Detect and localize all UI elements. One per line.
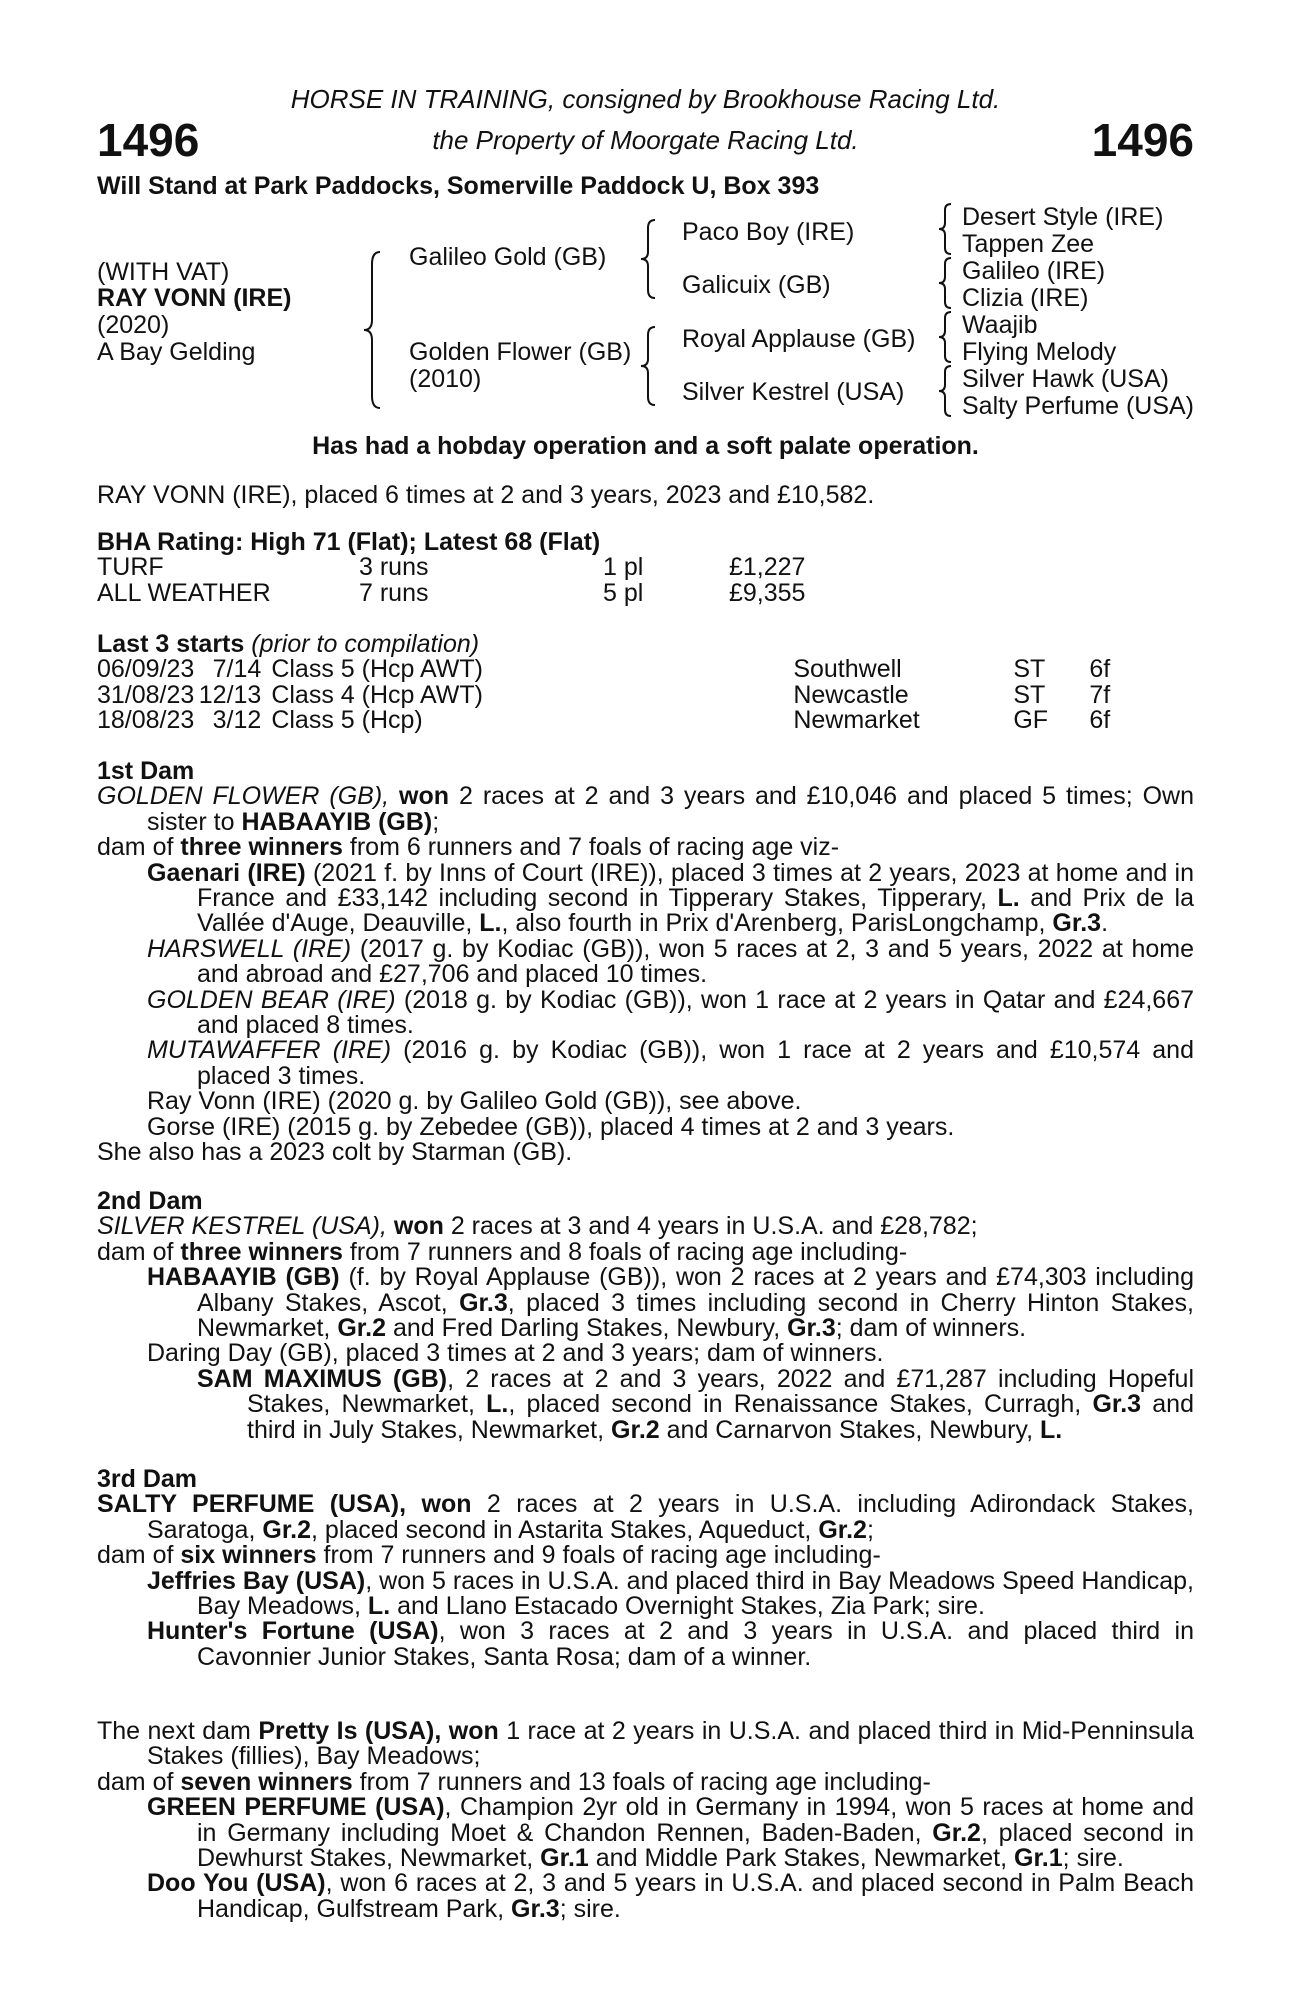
offspring-entry [97,1265,1194,1341]
offspring-text: , Champion 2yr old in Germany in 1994, won 5 races at home and in Germany including Moet & Chandon Rennen, Baden-Baden, [197,1793,1194,1847]
pedigree-dam-year: (2010) [409,365,482,393]
second-dam-record [97,1214,1194,1239]
group-label: Gr.3 [787,1314,836,1343]
group-label: Gr.1 [540,1844,589,1873]
sister-name: HABAAYIB (GB) [241,807,433,836]
offspring-entry [97,1566,1194,1621]
first-dam-produce [97,835,1194,860]
offspring-entry: Gorse (IRE) (2015 g. by Zebedee (GB)), placed 4 times at 2 and 3 years. [147,1112,955,1141]
offspring-name: MUTAWAFFER (IRE) [147,1036,392,1065]
pedigree-dam-sire: Royal Applause (GB) [682,325,916,353]
group-label: Gr.3 [1092,1390,1142,1419]
rating-placed: 1 pl [603,553,644,582]
offspring-text: (2017 g. by Kodiac (GB)), won 5 races at 2, 3 and 5 years, 2022 at home and abroad and £27,706 and placed 10 times. [197,934,1195,989]
pedigree-g8: Salty Perfume (USA) [962,392,1195,420]
next-dam-record [97,1719,1194,1770]
property-line: the Property of Moorgate Racing Ltd. [432,125,859,155]
pedigree-g1: Desert Style (IRE) [962,203,1164,231]
also-note: She also has a 2023 colt by Starman (GB). [97,1138,573,1167]
pedigree-g4: Clizia (IRE) [962,284,1089,312]
start-distance: 6f [1089,655,1111,684]
offspring-name: Jeffries Bay (USA) [147,1566,366,1595]
won-label: won [393,1212,444,1241]
winners-count: three winners [180,833,343,862]
start-date: 31/08/23 [97,680,195,709]
dam-record-text: 2 races at 3 and 4 years in U.S.A. and £28,782; [450,1212,978,1241]
start-course: Newcastle [793,680,909,709]
offspring-text: ; sire. [1062,1844,1124,1873]
third-dam-heading: 3rd Dam [97,1465,198,1493]
start-position: 7/14 [212,655,262,684]
start-distance: 6f [1089,706,1111,735]
group-label: Gr.3 [1052,909,1102,938]
listed-label: L. [1039,1415,1063,1444]
won-label: won [421,1490,472,1519]
rating-prize: £9,355 [729,578,806,607]
pedigree-g7: Silver Hawk (USA) [962,365,1169,393]
rating-surface: TURF [97,553,164,582]
rating-section [97,530,1194,606]
pedigree-sire-dam: Galicuix (GB) [682,271,831,299]
offspring-entry [97,934,1195,989]
pedigree-brace-g4 [937,364,953,418]
offspring-text: (2018 g. by Kodiac (GB)), won 1 race at 2 years in Qatar and £24,667 and placed 8 times. [197,985,1195,1040]
vat-note: (WITH VAT) [97,258,230,286]
first-dam-record [97,784,1194,835]
group-label: Gr.1 [1014,1844,1063,1873]
offspring-name: GREEN PERFUME (USA) [147,1793,445,1822]
third-dam-record [97,1492,1194,1543]
dam-record-text: 2 races at 2 years in U.S.A. including Adirondack Stakes, Saratoga, [147,1490,1195,1544]
offspring-text: (2016 g. by Kodiac (GB)), won 1 race at 2 years and £10,574 and placed 3 times. [197,1036,1194,1090]
table-row [97,657,1110,682]
grand-offspring-entry [97,1364,1195,1444]
start-going: ST [1013,680,1046,709]
table-row [97,708,1110,733]
first-dam-section [97,759,1194,1166]
offspring-name: HARSWELL (IRE) [147,934,352,963]
lot-number-right: 1496 [1091,114,1194,166]
offspring-text: ; dam of winners. [835,1314,1027,1343]
listed-label: L. [479,909,502,938]
second-dam-section [97,1189,1194,1443]
winners-count: three winners [180,1237,343,1266]
offspring-name: HABAAYIB (GB) [147,1263,340,1292]
horse-year: (2020) [97,311,170,339]
lot-number-left: 1496 [97,114,200,166]
rating-prize: £1,227 [729,553,806,582]
start-date: 18/08/23 [97,706,195,735]
group-label: Gr.2 [611,1415,660,1444]
pedigree-g5: Waajib [962,311,1038,339]
produce-text: dam of [97,1767,174,1796]
dam-name: GOLDEN FLOWER (GB), [97,782,390,811]
dam-name: Pretty Is (USA), [258,1717,442,1745]
pedigree-brace-g3 [937,310,953,364]
listed-label: L. [367,1592,391,1621]
produce-text: from 7 runners and 13 foals of racing age including- [359,1767,931,1796]
offspring-text: and Llano Estacado Overnight Stakes, Zia Park; sire. [397,1592,985,1621]
dam-name: SILVER KESTREL (USA), [97,1212,387,1241]
produce-text: dam of [97,1541,174,1570]
rating-runs: 7 runs [359,578,429,607]
table-row [97,683,1110,708]
last-starts-heading: Last 3 starts [97,630,245,658]
offspring-text: (2021 f. by Inns of Court (IRE)), placed 3 times at 2 years, 2023 at home and in France and £33,142 including second in Tipperary Stakes, Tipperary, [197,858,1195,913]
produce-text: dam of [97,833,174,862]
pedigree-dam: Golden Flower (GB) [409,338,632,366]
punctuation: . [1101,909,1109,938]
produce-text: from 6 runners and 7 foals of racing age viz- [349,833,840,862]
offspring-entry [97,1871,1194,1922]
start-course: Newmarket [793,706,920,735]
rating-runs: 3 runs [359,553,429,582]
dam-record-text: 1 race at 2 years in U.S.A. and placed third in Mid-Penninsula Stakes (fillies), Bay Meadows; [147,1717,1195,1771]
offspring-text: and Middle Park Stakes, Newmarket, [595,1844,1008,1873]
offspring-text: , won 3 races at 2 and 3 years in U.S.A. and placed third in Cavonnier Junior Stakes, Santa Rosa; dam of a winner. [197,1617,1194,1671]
offspring-text: , won 6 races at 2, 3 and 5 years in U.S.A. and placed second in Palm Beach Handicap, Gulfstream Park, [197,1869,1194,1923]
pedigree-dam-dam: Silver Kestrel (USA) [682,378,905,406]
offspring-name: Doo You (USA) [147,1869,326,1898]
offspring-entry [97,858,1195,938]
third-dam-section [97,1467,1194,1670]
pedigree-sire-sire: Paco Boy (IRE) [682,218,855,246]
produce-text: from 7 runners and 9 foals of racing age including- [323,1541,881,1570]
horse-description: A Bay Gelding [97,338,256,366]
produce-text: from 7 runners and 8 foals of racing age including- [349,1237,908,1266]
rating-placed: 5 pl [603,578,644,607]
winners-count: seven winners [180,1767,353,1796]
hobday-note: Has had a hobday operation and a soft palate operation. [312,432,979,460]
group-label: Gr.2 [818,1515,867,1544]
punctuation: ; [866,1515,874,1544]
start-race: Class 5 (Hcp AWT) [271,655,483,684]
group-label: Gr.2 [262,1515,312,1544]
pedigree-brace-sire [639,218,657,300]
pedigree-g6: Flying Melody [962,338,1117,366]
listed-label: L. [997,884,1020,913]
next-dam-label: The next dam [97,1717,251,1745]
table-row [97,555,805,580]
dam-record-text: , placed second in Astarita Stakes, Aqueduct, [311,1515,812,1544]
pedigree-sire: Galileo Gold (GB) [409,243,607,271]
start-race: Class 5 (Hcp) [271,706,423,735]
start-course: Southwell [793,655,902,684]
second-dam-produce [97,1237,1194,1266]
stand-location: Will Stand at Park Paddocks, Somerville Paddock U, Box 393 [97,172,820,200]
offspring-name: GOLDEN BEAR (IRE) [147,985,396,1014]
produce-text: dam of [97,1237,174,1266]
rating-heading: BHA Rating: High 71 (Flat); Latest 68 (Flat) [97,528,601,556]
start-position: 12/13 [198,680,262,709]
offspring-entry [97,985,1195,1040]
group-label: Gr.3 [459,1288,508,1317]
group-label: Gr.2 [932,1818,981,1847]
offspring-name: SAM MAXIMUS (GB) [197,1364,448,1393]
last-starts-table [97,657,1110,733]
start-race: Class 4 (Hcp AWT) [271,680,483,709]
rating-surface: ALL WEATHER [97,578,271,607]
won-label: won [399,782,450,811]
offspring-entry [97,1619,1194,1670]
offspring-name: Hunter's Fortune (USA) [147,1617,439,1646]
pedigree-brace-g2 [937,256,953,310]
listed-label: L. [486,1390,509,1419]
dam-name: SALTY PERFUME (USA), [97,1490,407,1519]
won-label: won [448,1717,499,1745]
offspring-text: , 2 races at 2 and 3 years, 2022 and £71,287 including Hopeful Stakes, Newmarket, [247,1364,1195,1419]
pedigree-brace-g1 [937,202,953,256]
pedigree-g2: Tappen Zee [962,230,1095,258]
group-label: Gr.3 [511,1894,560,1923]
offspring-text: , placed 3 times including second in Cherry Hinton Stakes, Newmarket, [197,1288,1194,1343]
table-row [97,581,805,606]
next-dam-produce [97,1767,1194,1796]
offspring-text: , placed second in Renaissance Stakes, Curragh, [508,1390,1082,1419]
pedigree-brace-main [362,250,382,410]
offspring-text: (f. by Royal Applause (GB)), won 2 races at 2 years and £74,303 including Albany Stakes, Ascot, [197,1263,1194,1317]
rating-table [97,555,805,606]
last-starts-section [97,632,1194,734]
offspring-text: , also fourth in Prix d'Arenberg, ParisLongchamp, [501,909,1046,938]
punctuation: ; [432,807,440,836]
offspring-entry [97,1795,1194,1871]
start-distance: 7f [1089,680,1111,709]
start-position: 3/12 [212,706,262,735]
offspring-entry [97,1038,1194,1089]
first-dam-heading: 1st Dam [97,757,195,785]
offspring-text: and Fred Darling Stakes, Newbury, [392,1314,781,1343]
offspring-entry: Daring Day (GB), placed 3 times at 2 and 3 years; dam of winners. [147,1339,884,1368]
third-dam-produce [97,1543,1194,1568]
next-dam-section [97,1719,1194,1922]
consignment-line: HORSE IN TRAINING, consigned by Brookhouse Racing Ltd. [290,84,1001,114]
winners-count: six winners [180,1541,317,1570]
offspring-entry: Ray Vonn (IRE) (2020 g. by Galileo Gold (GB)), see above. [147,1087,802,1116]
horse-name: RAY VONN (IRE) [97,284,292,312]
offspring-text: , won 5 races in U.S.A. and placed third in Bay Meadows Speed Handicap, Bay Meadows, [197,1566,1194,1621]
offspring-text: , placed second in Dewhurst Stakes, Newmarket, [197,1818,1194,1873]
start-going: GF [1013,706,1049,735]
second-dam-heading: 2nd Dam [97,1187,203,1215]
race-summary: RAY VONN (IRE), placed 6 times at 2 and 3 years, 2023 and £10,582. [97,481,875,509]
offspring-text: and Carnarvon Stakes, Newbury, [666,1415,1034,1444]
start-date: 06/09/23 [97,655,195,684]
offspring-name: Gaenari (IRE) [147,858,306,887]
start-going: ST [1013,655,1046,684]
pedigree-brace-dam [639,325,657,407]
group-label: Gr.2 [337,1314,386,1343]
pedigree-g3: Galileo (IRE) [962,257,1106,285]
dam-record-text: 2 races at 2 and 3 years and £10,046 and placed 5 times; Own sister to [147,782,1195,836]
offspring-text: ; sire. [559,1894,621,1923]
offspring-text: and Prix de la Vallée d'Auge, Deauville, [197,884,1194,938]
last-starts-note: (prior to compilation) [251,630,480,658]
offspring-text: and third in July Stakes, Newmarket, [247,1390,1194,1444]
